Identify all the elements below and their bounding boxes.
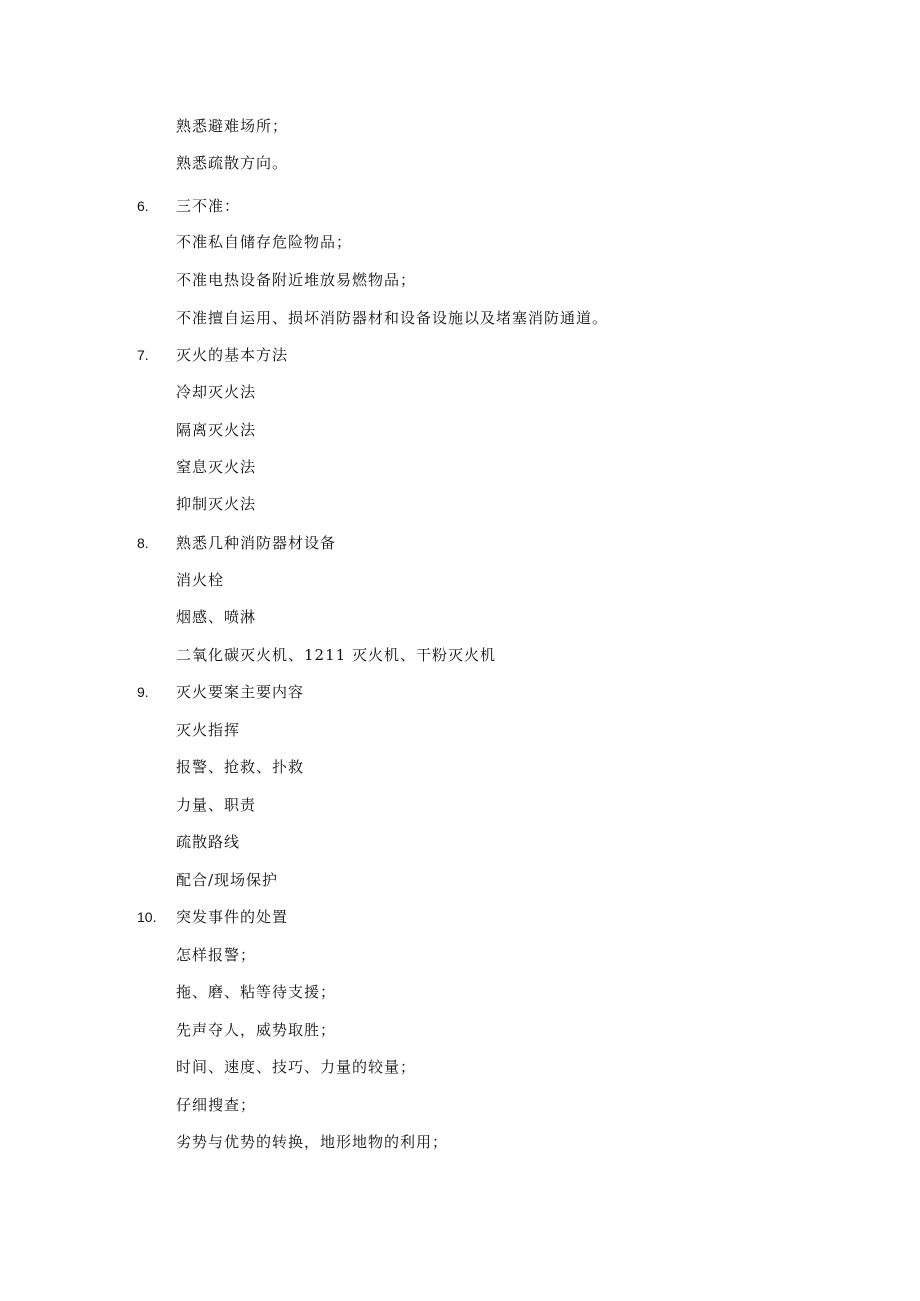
section-9-item: 力量、职责	[176, 796, 257, 814]
section-7-title: 灭火的基本方法	[176, 346, 289, 364]
section-8-item: 二氧化碳灭火机、1211 灭火机、干粉灭火机	[176, 646, 496, 664]
section-8-number: 8.	[137, 535, 149, 551]
section-10-item: 怎样报警；	[176, 946, 257, 964]
section-6-title: 三不准：	[176, 197, 241, 215]
section-10-item: 时间、速度、技巧、力量的较量；	[176, 1058, 417, 1076]
section-7-item: 隔离灭火法	[176, 421, 257, 439]
section-9-item: 报警、抢救、扑救	[176, 758, 305, 776]
section-9-item: 配合/现场保护	[176, 871, 279, 889]
section-7-item: 抑制灭火法	[176, 495, 257, 513]
section-8-item: 烟感、喷淋	[176, 608, 257, 626]
section-10-item: 劣势与优势的转换，地形地物的利用；	[176, 1133, 449, 1151]
section-9-item: 疏散路线	[176, 833, 241, 851]
section-9-number: 9.	[137, 684, 149, 700]
section-10-number: 10.	[137, 909, 157, 925]
section-9-item: 灭火指挥	[176, 721, 241, 739]
section-8-title: 熟悉几种消防器材设备	[176, 534, 337, 552]
intro-item: 熟悉避难场所；	[176, 117, 289, 135]
section-6-item: 不准电热设备附近堆放易燃物品；	[176, 271, 417, 289]
intro-item: 熟悉疏散方向。	[176, 154, 289, 172]
section-8-item: 消火栓	[176, 571, 225, 589]
section-7-item: 窒息灭火法	[176, 458, 257, 476]
section-6-number: 6.	[137, 198, 149, 214]
section-6-item: 不准擅自运用、损坏消防器材和设备设施以及堵塞消防通道。	[176, 309, 609, 327]
section-9-title: 灭火要案主要内容	[176, 683, 305, 701]
section-10-item: 先声夺人，威势取胜；	[176, 1021, 337, 1039]
section-7-item: 冷却灭火法	[176, 383, 257, 401]
section-6-item: 不准私自储存危险物品；	[176, 233, 353, 251]
section-10-item: 仔细搜查；	[176, 1096, 257, 1114]
section-7-number: 7.	[137, 347, 149, 363]
section-10-item: 拖、磨、粘等待支援；	[176, 983, 337, 1001]
section-10-title: 突发事件的处置	[176, 908, 289, 926]
